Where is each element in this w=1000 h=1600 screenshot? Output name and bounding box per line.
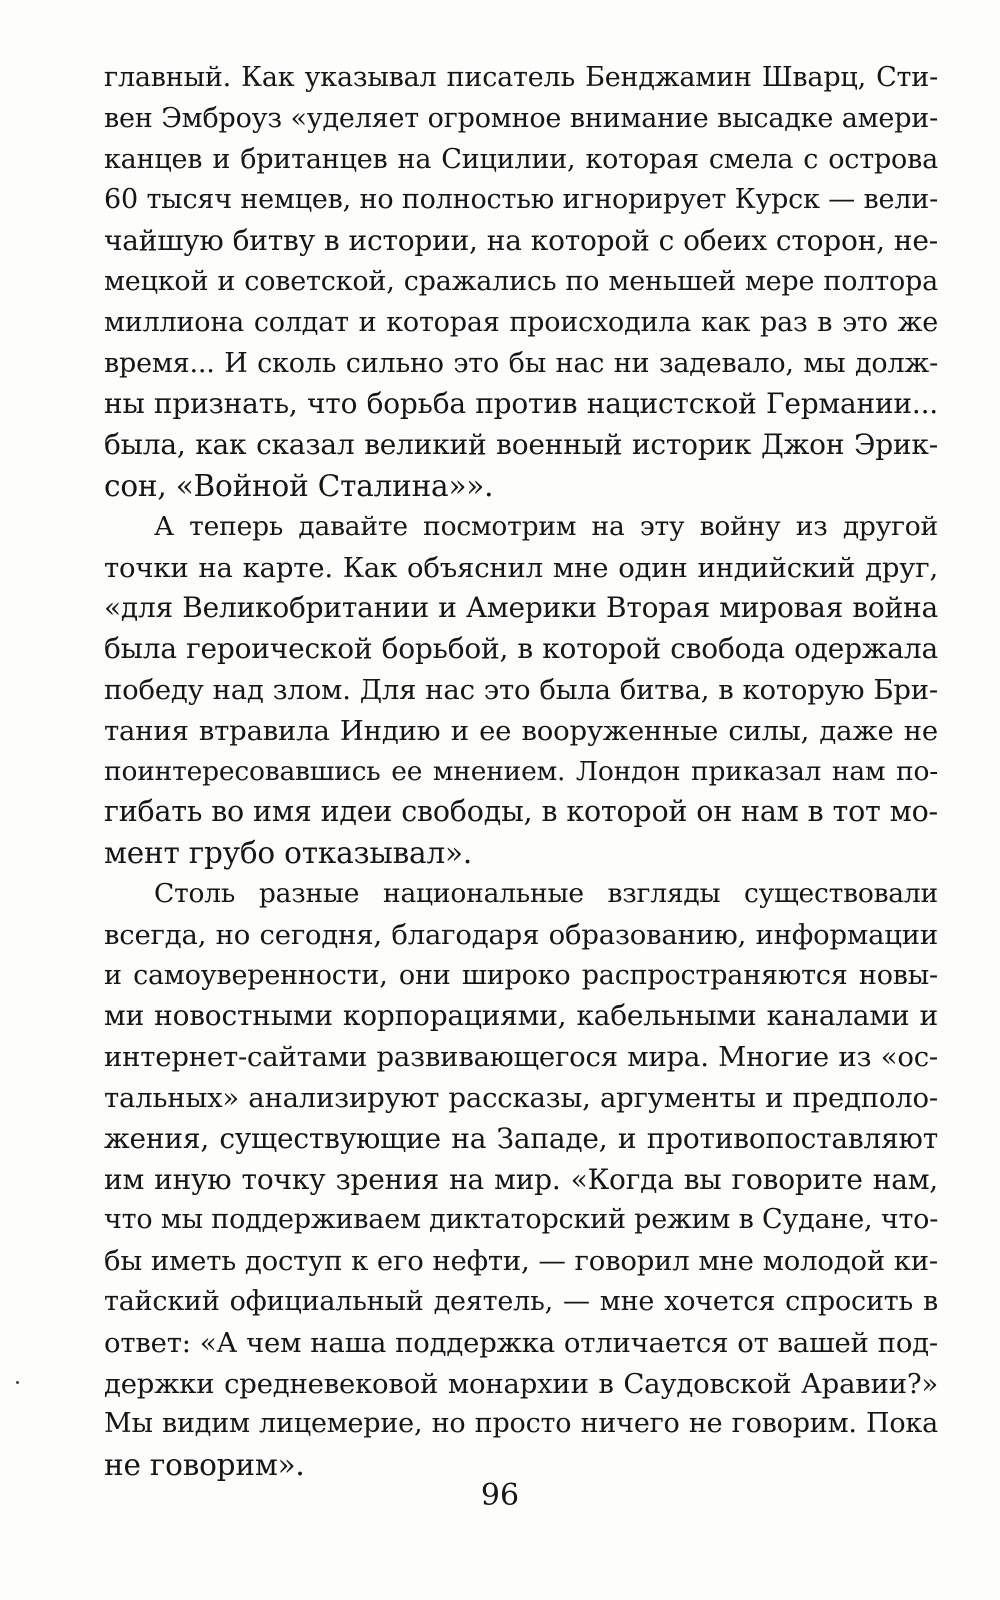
text-line: сон, «Войной Сталина»». (104, 468, 494, 503)
text-line: вен Эмброуз «уделяет огромное внимание высадке амери- (104, 102, 938, 134)
text-line: и самоуверенности, они широко распространяются новы- (104, 959, 938, 991)
text-line: тания втравила Индию и ее вооруженные силы, даже не (104, 714, 938, 747)
text-line: чайшую битву в истории, на которой с обеих сторон, не- (104, 224, 938, 258)
text-line: «для Великобритании и Америки Вторая мировая война (104, 591, 938, 625)
text-line: тайский официальный деятель, — мне хочется спросить в (104, 1285, 938, 1317)
paragraph (104, 507, 938, 874)
text-line: была героической борьбой, в которой свобода одержала (104, 632, 938, 666)
text-line: интернет-сайтами развивающегося мира. Многие из «ос- (104, 1041, 938, 1074)
text-line: 60 тысяч немцев, но полностью игнорирует Курск — вели- (104, 184, 938, 216)
text-line: гибать во имя идеи свободы, в которой он нам в тот мо- (104, 795, 938, 829)
text-line: держки средневековой монархии в Саудовской Аравии?» (104, 1367, 938, 1400)
body-text (104, 58, 938, 1486)
paragraph (104, 874, 938, 1486)
text-line: бы иметь доступ к его нефти, — говорил мне молодой ки- (104, 1245, 938, 1278)
text-line: жения, существующие на Западе, и противопоставляют (104, 1121, 938, 1155)
text-line: была, как сказал великий военный историк Джон Эрик- (104, 428, 938, 462)
text-line: всегда, но сегодня, благодаря образованию, информации (104, 918, 938, 951)
scan-speck (16, 1381, 19, 1384)
text-line: точки на карте. Как объяснил мне один индийский друг, (104, 551, 938, 584)
text-line: не говорим». (104, 1448, 305, 1483)
text-line: канцев и британцев на Сицилии, которая смела с острова (104, 143, 938, 175)
text-line: Мы видим лицемерие, но просто ничего не говорим. Пока (104, 1408, 938, 1440)
text-line: ми новостными корпорациями, кабельными каналами и (104, 999, 938, 1033)
page-number: 96 (480, 1478, 520, 1513)
text-line: поинтересовавшись ее мнением. Лондон приказал нам по- (104, 755, 938, 787)
paragraph (104, 58, 938, 507)
text-line: миллиона солдат и которая происходила как раз в это же (104, 306, 938, 338)
text-line: им иную точку зрения на мир. «Когда вы говорите нам, (104, 1162, 938, 1196)
text-line: Столь разные национальные взгляды существовали (154, 877, 938, 909)
text-line: что мы поддерживаем диктаторский режим в Судане, что- (104, 1204, 939, 1236)
text-line: ответ: «А чем наша поддержка отличается от вашей под- (104, 1326, 938, 1359)
text-line: ны признать, что борьба против нацистской Германии... (104, 387, 938, 421)
text-line: мецкой и советской, сражались по меньшей мере полтора (104, 265, 938, 297)
text-line: главный. Как указывал писатель Бенджамин Шварц, Сти- (104, 62, 938, 93)
text-line: мент грубо отказывал». (104, 836, 472, 871)
text-line: время... И сколь сильно это бы нас ни задевало, мы долж- (104, 347, 938, 379)
text-line: тальных» анализируют рассказы, аргументы и предполо- (104, 1081, 938, 1114)
text-line: победу над злом. Для нас это была битва, в которую Бри- (104, 673, 938, 706)
text-line: А теперь давайте посмотрим на эту войну из другой (154, 510, 938, 542)
